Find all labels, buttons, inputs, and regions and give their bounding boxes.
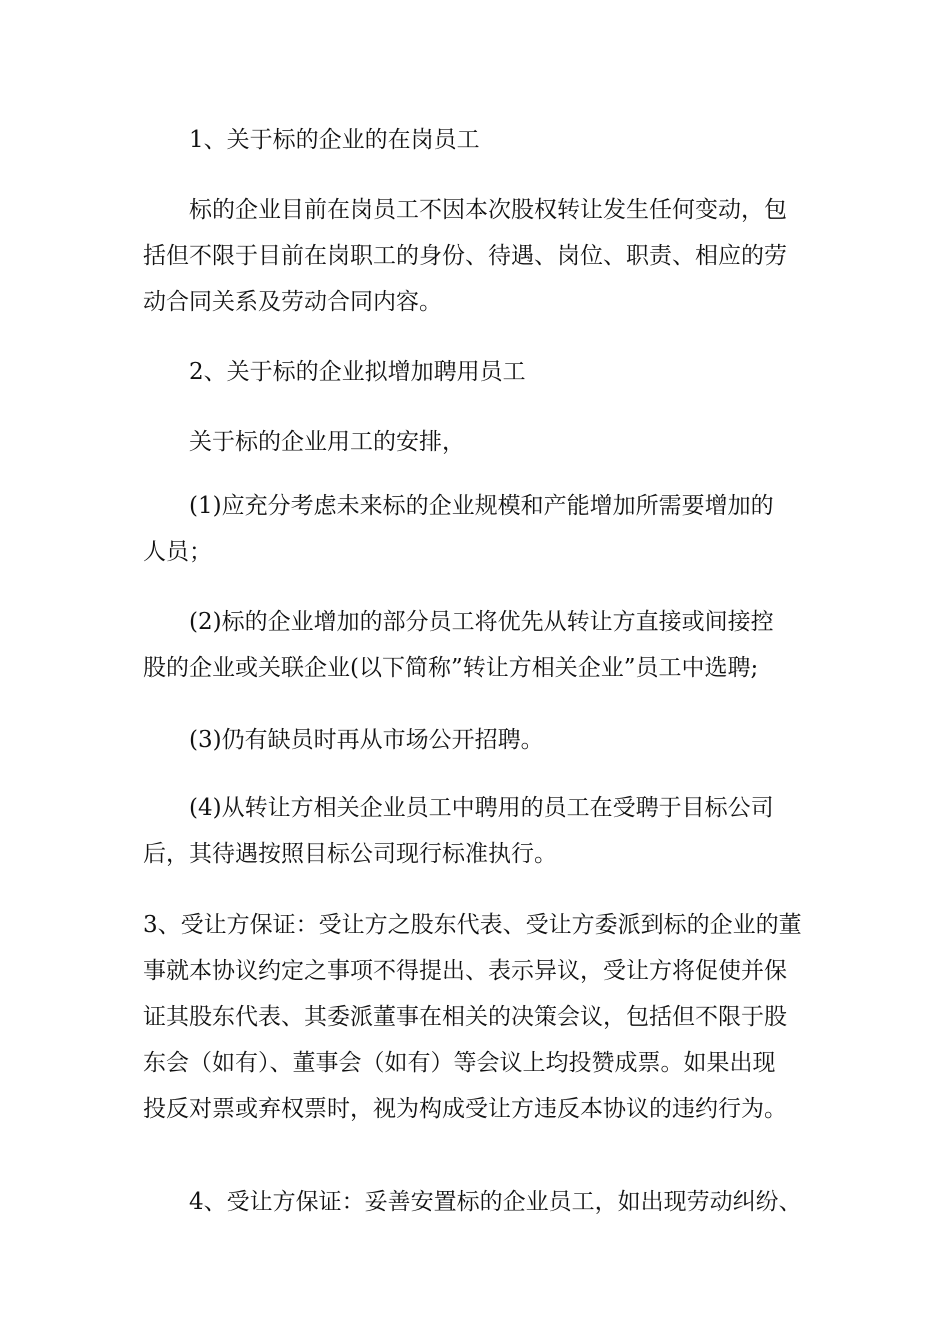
body-paragraph <box>143 419 869 465</box>
section-heading-1 <box>143 117 869 163</box>
section-paragraph-3 <box>143 902 823 1132</box>
text-line: 1、关于标的企业的在岗员工 <box>189 127 480 153</box>
text-line: (1)应充分考虑未来标的企业规模和产能增加所需要增加的 <box>189 493 774 519</box>
body-paragraph <box>143 187 823 325</box>
section-heading-2 <box>143 349 869 395</box>
text-line: (2)标的企业增加的部分员工将优先从转让方直接或间接控 <box>189 609 774 635</box>
text-line: 标的企业目前在岗员工不因本次股权转让发生任何变动，包 <box>189 197 787 223</box>
text-line: 证其股东代表、其委派董事在相关的决策会议，包括但不限于股 <box>143 1004 787 1030</box>
text-line: 2、关于标的企业拟增加聘用员工 <box>189 359 526 385</box>
text-line: 动合同关系及劳动合同内容。 <box>143 289 442 315</box>
text-line: 人员； <box>143 539 212 565</box>
list-item <box>143 483 823 575</box>
text-line: 关于标的企业用工的安排， <box>189 429 465 455</box>
text-line: 股的企业或关联企业(以下简称”转让方相关企业”员工中选聘; <box>143 655 759 681</box>
text-line: 括但不限于目前在岗职工的身份、待遇、岗位、职责、相应的劳 <box>143 243 787 269</box>
text-line: (4)从转让方相关企业员工中聘用的员工在受聘于目标公司 <box>189 795 774 821</box>
section-paragraph-4 <box>143 1179 823 1225</box>
text-line: 后，其待遇按照目标公司现行标准执行。 <box>143 841 557 867</box>
text-line: (3)仍有缺员时再从市场公开招聘。 <box>189 727 544 753</box>
text-line: 事就本协议约定之事项不得提出、表示异议，受让方将促使并保 <box>143 958 787 984</box>
list-item <box>143 717 823 763</box>
list-item <box>143 599 823 691</box>
text-line: 3、受让方保证：受让方之股东代表、受让方委派到标的企业的董 <box>143 912 802 938</box>
list-item <box>143 785 823 877</box>
text-line: 投反对票或弃权票时，视为构成受让方违反本协议的违约行为。 <box>143 1096 787 1122</box>
text-line: 东会（如有）、董事会（如有）等会议上均投赞成票。如果出现 <box>143 1050 776 1076</box>
text-line: 4、受让方保证：妥善安置标的企业员工，如出现劳动纠纷、 <box>189 1189 802 1215</box>
